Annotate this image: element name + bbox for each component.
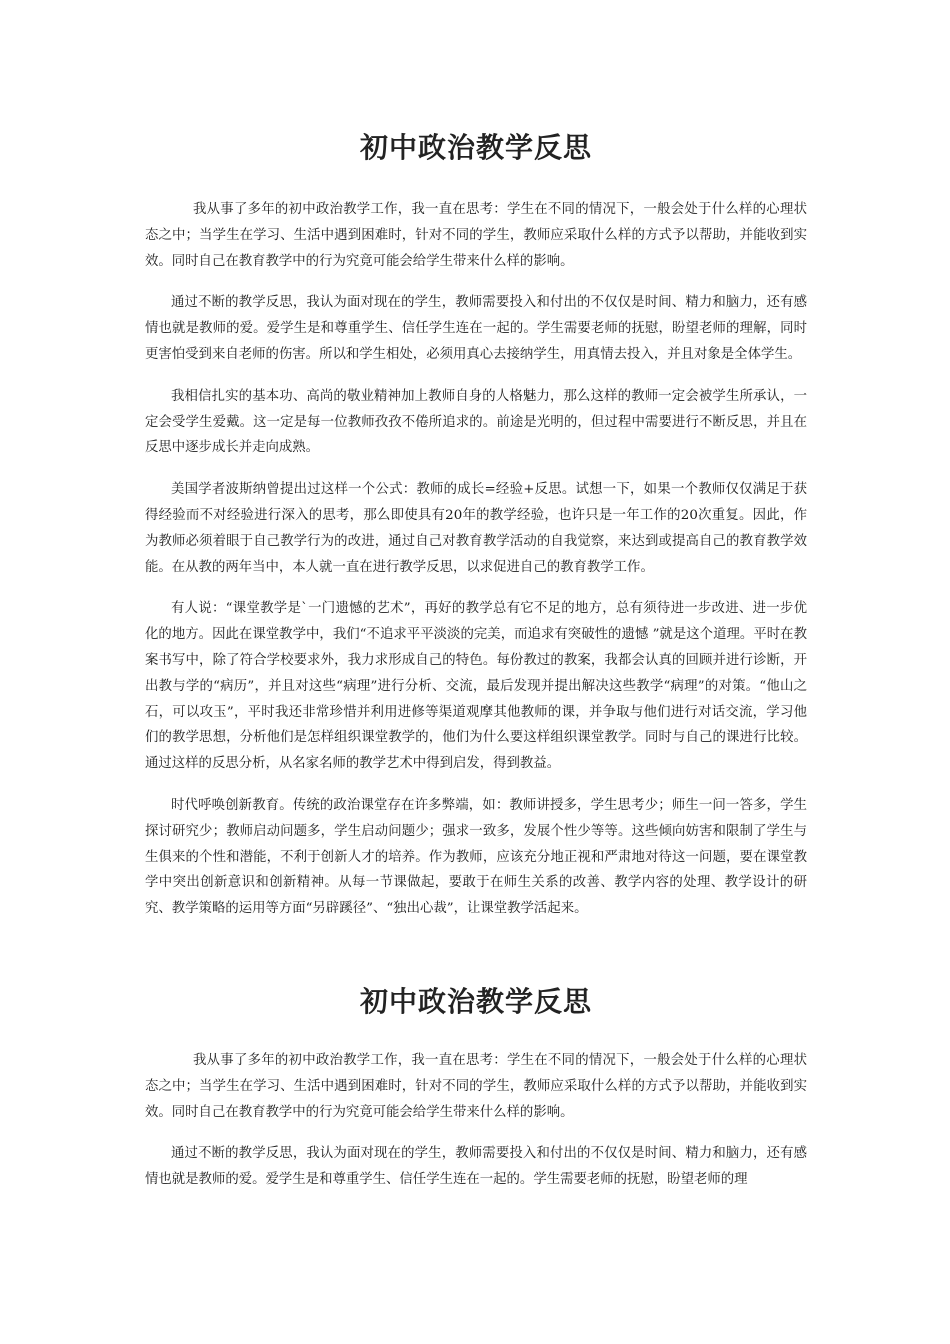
paragraph: 美国学者波斯纳曾提出过这样一个公式：教师的成长=经验+反思。试想一下，如果一个教师仅仅满足于获得经验而不对经验进行深入的思考，那么即使具有20年的教学经验，也许只是一年工作的20次重复。因此，作为教师必须着眼于自己教学行为的改进，通过自己对教育教学活动的自我觉察，来达到或提高自己的教育教学效能。在从教的两年当中，本人就一直在进行教学反思，以求促进自己的教育教学工作。	[145, 482, 807, 575]
document-title: 初中政治教学反思	[359, 131, 592, 164]
paragraph: 时代呼唤创新教育。传统的政治课堂存在许多弊端，如：教师讲授多，学生思考少；师生一问一答多，学生探讨研究少；教师启动问题多，学生启动问题少；强求一致多，发展个性少等等。这些倾向妨害和限制了学生与生俱来的个性和潜能，不利于创新人才的培养。作为教师，应该充分地正视和严肃地对待这一问题，要在课堂教学中突出创新意识和创新精神。从每一节课做起，要敢于在师生关系的改善、教学内容的处理、教学设计的研究、教学策略的运用等方面“另辟蹊径”、“独出心裁”，让课堂教学活起来。	[145, 797, 807, 917]
article-section	[145, 128, 807, 938]
paragraph: 我从事了多年的初中政治教学工作，我一直在思考：学生在不同的情况下，一般会处于什么样的心理状态之中；当学生在学习、生活中遇到困难时，针对不同的学生，教师应采取什么样的方式予以帮助，并能收到实效。同时自己在教育教学中的行为究竟可能会给学生带来什么样的影响。	[145, 202, 807, 269]
paragraph: 通过不断的教学反思，我认为面对现在的学生，教师需要投入和付出的不仅仅是时间、精力和脑力，还有感情也就是教师的爱。爱学生是和尊重学生、信任学生连在一起的。学生需要老师的抚慰，盼望老师的理	[145, 1146, 807, 1188]
article-section-repeat	[145, 982, 807, 1209]
paragraph: 有人说：“课堂教学是`一门遗憾的艺术”，再好的教学总有它不足的地方，总有须待进一步改进、进一步优化的地方。因此在课堂教学中，我们“不追求平平淡淡的完美，而追求有突破性的遗憾 ”就是这个道理。平时在教案书写中，除了符合学校要求外，我力求形成自己的特色。每份教过的教案，我都会认真的回顾并进行诊断，开出教与学的“病历”，并且对这些“病理”进行分析、交流，最后发现并提出解决这些教学“病理”的对策。“他山之石，可以攻玉”，平时我还非常珍惜并利用进修等渠道观摩其他教师的课，并争取与他们进行对话交流，学习他们的教学思想，分析他们是怎样组织课堂教学的，他们为什么要这样组织课堂教学。同时与自己的课进行比较。通过这样的反思分析，从名家名师的教学艺术中得到启发，得到教益。	[145, 601, 807, 772]
paragraph: 我从事了多年的初中政治教学工作，我一直在思考：学生在不同的情况下，一般会处于什么样的心理状态之中；当学生在学习、生活中遇到困难时，针对不同的学生，教师应采取什么样的方式予以帮助，并能收到实效。同时自己在教育教学中的行为究竟可能会给学生带来什么样的影响。	[145, 1053, 807, 1120]
paragraph: 通过不断的教学反思，我认为面对现在的学生，教师需要投入和付出的不仅仅是时间、精力和脑力，还有感情也就是教师的爱。爱学生是和尊重学生、信任学生连在一起的。学生需要老师的抚慰，盼望老师的理解，同时更害怕受到来自老师的伤害。所以和学生相处，必须用真心去接纳学生，用真情去投入，并且对象是全体学生。	[145, 295, 807, 362]
document-title-repeat: 初中政治教学反思	[359, 985, 592, 1018]
paragraph: 我相信扎实的基本功、高尚的敬业精神加上教师自身的人格魅力，那么这样的教师一定会被学生所承认，一定会受学生爱戴。这一定是每一位教师孜孜不倦所追求的。前途是光明的，但过程中需要进行不断反思，并且在反思中逐步成长并走向成熟。	[145, 388, 807, 456]
